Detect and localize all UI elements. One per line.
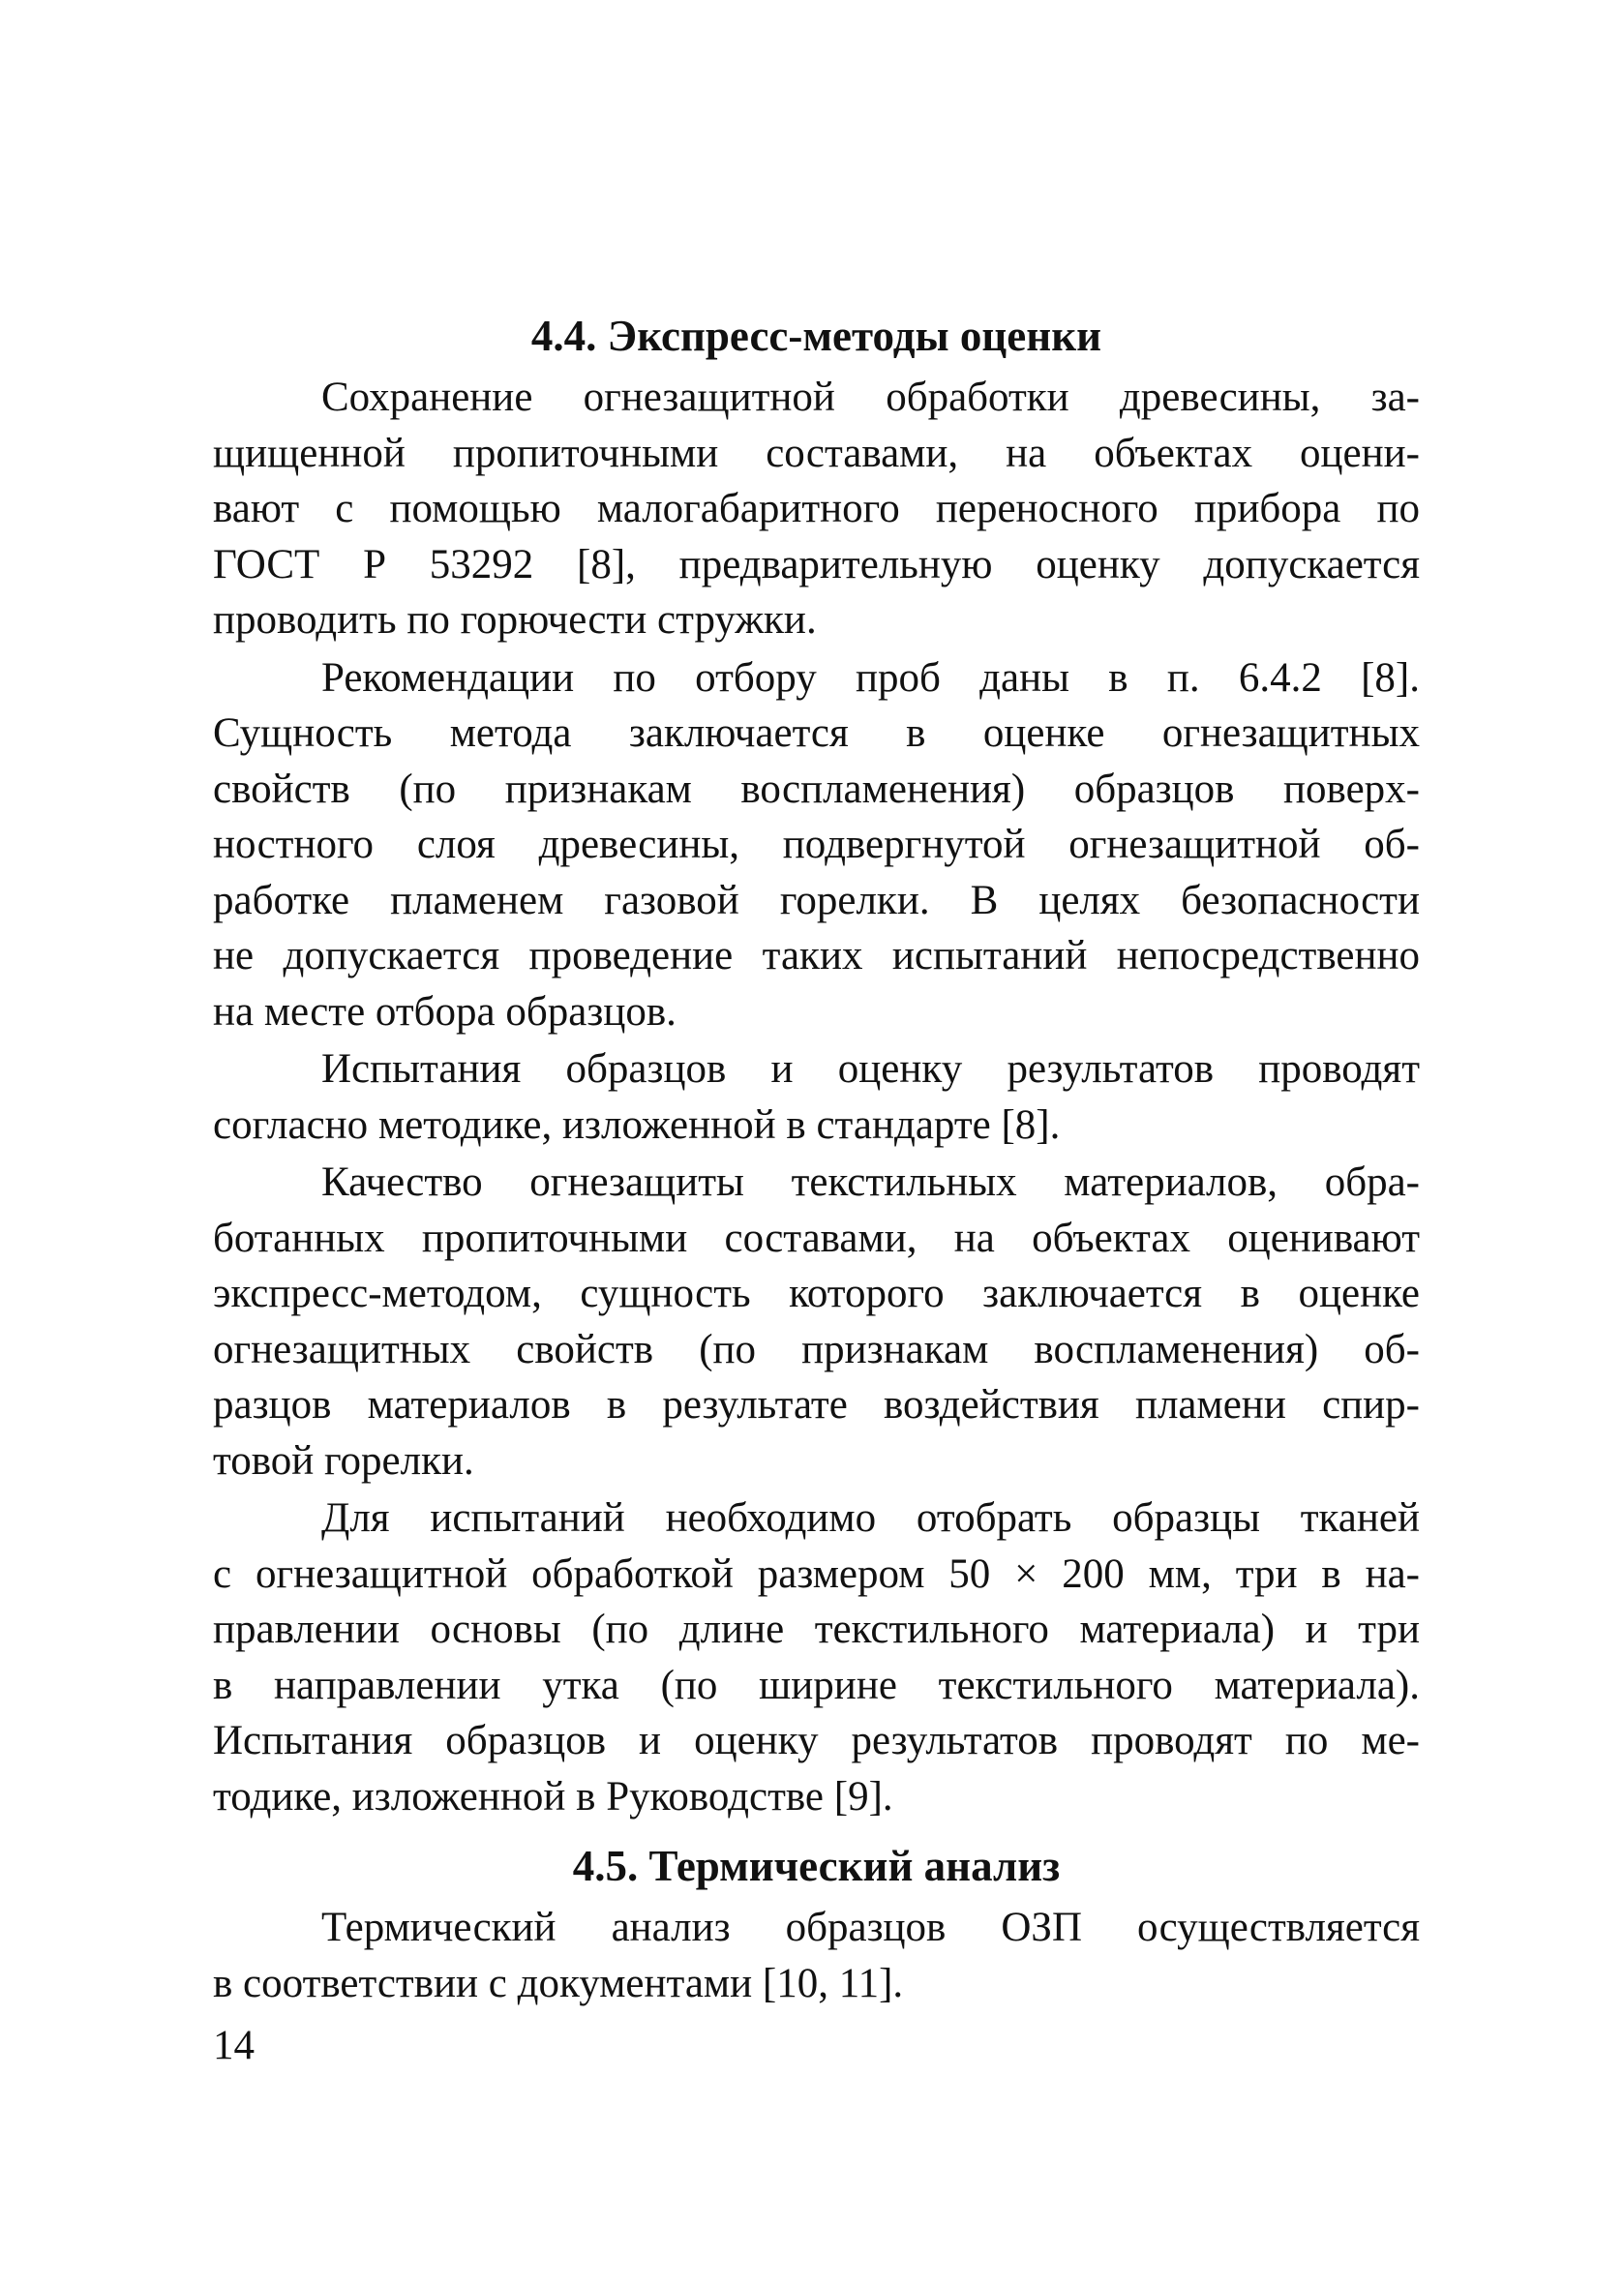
- text-line: в направлении утка (по ширине текстильного материала).: [213, 1662, 1420, 1708]
- text-line: ботанных пропиточными составами, на объектах оценивают: [213, 1215, 1420, 1261]
- section-4-5-title: 4.5. Термический анализ: [572, 1842, 1061, 1890]
- text-line: с огнезащитной обработкой размером 50 × 200 мм, три в на-: [213, 1550, 1420, 1597]
- text-line: Качество огнезащиты текстильных материалов, обра-: [321, 1159, 1420, 1205]
- section-4-4-title: 4.4. Экспресс-методы оценки: [530, 312, 1102, 360]
- text-line: Испытания образцов и оценку результатов проводят: [321, 1046, 1420, 1092]
- paragraph: [213, 1155, 1420, 1489]
- text-line: Испытания образцов и оценку результатов проводят по ме-: [213, 1718, 1420, 1763]
- text-line: вают с помощью малогабаритного переносного прибора по: [213, 486, 1420, 531]
- text-line: на месте отбора образцов.: [213, 988, 677, 1035]
- text-line: правлении основы (по длине текстильного материала) и три: [213, 1607, 1420, 1652]
- text-line: не допускается проведение таких испытаний непосредственно: [213, 933, 1420, 978]
- text-line: Термический анализ образцов ОЗП осуществляется: [321, 1905, 1420, 1950]
- paragraph: [213, 370, 1420, 648]
- page-number: 14: [213, 2023, 255, 2068]
- text-line: Сущность метода заключается в оценке огнезащитных: [213, 710, 1420, 756]
- text-line: работке пламенем газовой горелки. В целях безопасности: [213, 877, 1420, 923]
- text-line: согласно методике, изложенной в стандарте [8].: [213, 1101, 1061, 1148]
- text-line: Сохранение огнезащитной обработки древесины, за-: [321, 375, 1420, 420]
- text-line: проводить по горючести стружки.: [213, 597, 817, 643]
- text-line: щищенной пропиточными составами, на объектах оцени-: [213, 430, 1420, 476]
- text-line: товой горелки.: [213, 1437, 474, 1484]
- text-line: Рекомендации по отбору проб даны в п. 6.4.2 [8].: [321, 654, 1420, 701]
- text-line: свойств (по признакам воспламенения) образцов поверх-: [213, 766, 1420, 812]
- text-line: огнезащитных свойств (по признакам воспламенения) об-: [213, 1326, 1420, 1372]
- text-line: в соответствии с документами [10, 11].: [213, 1960, 904, 2006]
- text-line: экспресс-методом, сущность которого заключается в оценке: [213, 1271, 1420, 1316]
- paragraph: [213, 650, 1420, 1040]
- paragraph: [213, 1041, 1420, 1153]
- paragraph: [213, 1900, 1420, 2011]
- text-line: Для испытаний необходимо отобрать образцы тканей: [321, 1495, 1420, 1541]
- text-line: разцов материалов в результате воздействия пламени спир-: [213, 1382, 1420, 1428]
- text-line: ГОСТ Р 53292 [8], предварительную оценку допускается: [213, 541, 1420, 587]
- text-line: тодике, изложенной в Руководстве [9].: [213, 1773, 893, 1820]
- paragraph: [213, 1490, 1420, 1824]
- page-content: [213, 308, 1420, 2013]
- text-line: ностного слоя древесины, подвергнутой огнезащитной об-: [213, 822, 1420, 867]
